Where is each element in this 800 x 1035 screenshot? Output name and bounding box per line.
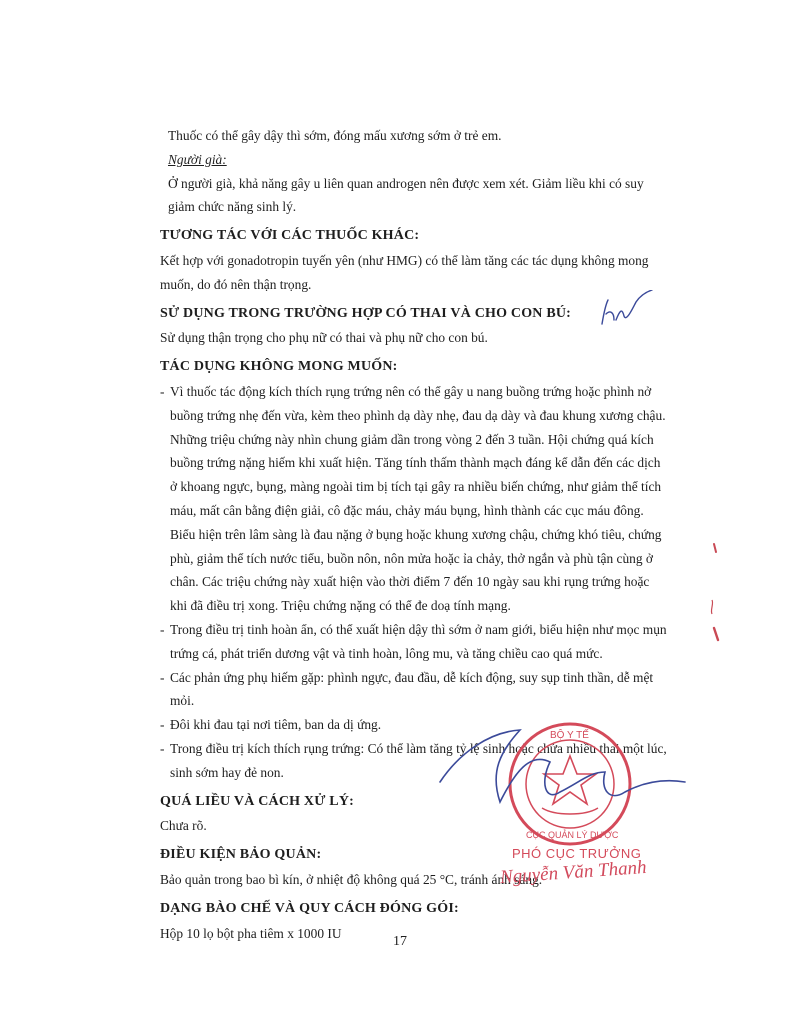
overdose-heading: QUÁ LIỀU VÀ CÁCH XỬ LÝ: bbox=[160, 793, 354, 809]
elderly-subheading: Người già: bbox=[168, 151, 227, 167]
bullet-line: máu, mất cân bằng điện giải, cô đặc máu, chảy máu bụng, hình thành các cục máu đông. bbox=[170, 502, 644, 518]
storage-line: Bảo quản trong bao bì kín, ở nhiệt độ không quá 25 °C, tránh ánh sáng. bbox=[160, 871, 543, 887]
bullet-line: Biểu hiện trên lâm sàng là đau nặng ở bụng hoặc khung xương chậu, chứng khó tiêu, chứng bbox=[170, 526, 662, 542]
adverse-bullet bbox=[160, 618, 720, 666]
page-number: 17 bbox=[393, 934, 407, 949]
adverse-bullet bbox=[160, 666, 720, 714]
signer-name: Nguyễn Văn Thanh bbox=[499, 856, 648, 889]
bullet-mark: - bbox=[160, 621, 165, 637]
bullet-line: Trong điều trị tinh hoàn ẩn, có thể xuất hiện dậy thì sớm ở nam giới, biểu hiện như mọc mụn bbox=[170, 621, 667, 637]
bullet-line: trứng cá, phát triển dương vật và tinh hoàn, lông mu, và tăng chiều cao quá mức. bbox=[170, 645, 603, 661]
bullet-line: mỏi. bbox=[170, 693, 195, 709]
bullet-line: Đôi khi đau tại nơi tiêm, ban da dị ứng. bbox=[170, 717, 382, 733]
margin-marks bbox=[700, 540, 730, 650]
bullet-mark: - bbox=[160, 717, 165, 733]
elderly-line: Ở người già, khả năng gây u liên quan androgen nên được xem xét. Giảm liều khi có suy bbox=[168, 175, 644, 191]
elderly-line: giảm chức năng sinh lý. bbox=[168, 199, 297, 215]
handwritten-initials bbox=[596, 290, 656, 330]
bullet-line: buồng trứng nặng hiếm khi xuất hiện. Tăng tính thấm thành mạch đáng kể dẫn đến các dịch bbox=[170, 455, 661, 471]
bullet-mark: - bbox=[160, 669, 165, 685]
adverse-heading: TÁC DỤNG KHÔNG MONG MUỐN: bbox=[160, 359, 398, 375]
bullet-line: ở khoang ngực, bụng, màng ngoài tim bị tích tại gây ra nhiều biến chứng, như giảm thể tích bbox=[170, 479, 662, 495]
bullet-line: phù, giảm thể tích nước tiểu, buồn nôn, nôn mửa hoặc ỉa chảy, thở ngắn và phù tận cùng ở bbox=[170, 550, 653, 566]
packaging-line: Hộp 10 lọ bột pha tiêm x 1000 IU bbox=[160, 925, 342, 941]
seal-top-text: BỘ Y TẾ bbox=[550, 730, 589, 741]
bullet-line: Vì thuốc tác động kích thích rụng trứng nên có thể gây u nang buồng trứng hoặc phình nở bbox=[170, 383, 652, 399]
pregnancy-heading: SỬ DỤNG TRONG TRƯỜNG HỢP CÓ THAI VÀ CHO CON BÚ: bbox=[160, 305, 572, 321]
pregnancy-line: Sử dụng thận trọng cho phụ nữ có thai và phụ nữ cho con bú. bbox=[160, 330, 488, 346]
interactions-line: muốn, do đó nên thận trọng. bbox=[160, 276, 312, 292]
stamp-title: PHÓ CỤC TRƯỞNG bbox=[512, 846, 642, 861]
bullet-line: Trong điều trị kích thích rụng trứng: Có thể làm tăng tỷ lệ sinh hoặc chửa nhiều thai một lúc, bbox=[170, 740, 667, 756]
storage-heading: ĐIỀU KIỆN BẢO QUẢN: bbox=[160, 847, 322, 863]
bullet-line: khi đã điều trị xong. Triệu chứng nặng có thể đe doạ tính mạng. bbox=[170, 598, 511, 614]
intro-line: Thuốc có thể gây dậy thì sớm, đóng mấu xương sớm ở trẻ em. bbox=[168, 128, 502, 143]
adverse-bullet bbox=[160, 380, 720, 618]
interactions-heading: TƯƠNG TÁC VỚI CÁC THUỐC KHÁC: bbox=[160, 228, 420, 244]
bullet-line: sinh sớm hay đẻ non. bbox=[170, 764, 284, 780]
overdose-line: Chưa rõ. bbox=[160, 818, 207, 834]
interactions-line: Kết hợp với gonadotropin tuyến yên (như HMG) có thể làm tăng các tác dụng không mong bbox=[160, 252, 649, 268]
bullet-mark: - bbox=[160, 740, 165, 756]
bullet-line: chân. Các triệu chứng này xuất hiện vào thời điểm 7 đến 10 ngày sau khi rụng trứng hoặc bbox=[170, 574, 650, 590]
bullet-line: buồng trứng nhẹ đến vừa, kèm theo phình dạ dày nhẹ, đau dạ dày và đau khung xương chậu. bbox=[170, 407, 666, 423]
packaging-heading: DẠNG BÀO CHẾ VÀ QUY CÁCH ĐÓNG GÓI: bbox=[160, 900, 459, 916]
bullet-line: Các phản ứng phụ hiếm gặp: phình ngực, đau đầu, dễ kích động, suy sụp tinh thần, dễ mệt bbox=[170, 669, 654, 685]
bullet-line: Những triệu chứng này nhìn chung giảm dần trong vòng 2 đến 3 tuần. Hội chứng quá kích bbox=[170, 431, 654, 447]
bullet-mark: - bbox=[160, 383, 165, 399]
seal-bottom-text: CỤC QUẢN LÝ DƯỢC bbox=[526, 830, 619, 840]
